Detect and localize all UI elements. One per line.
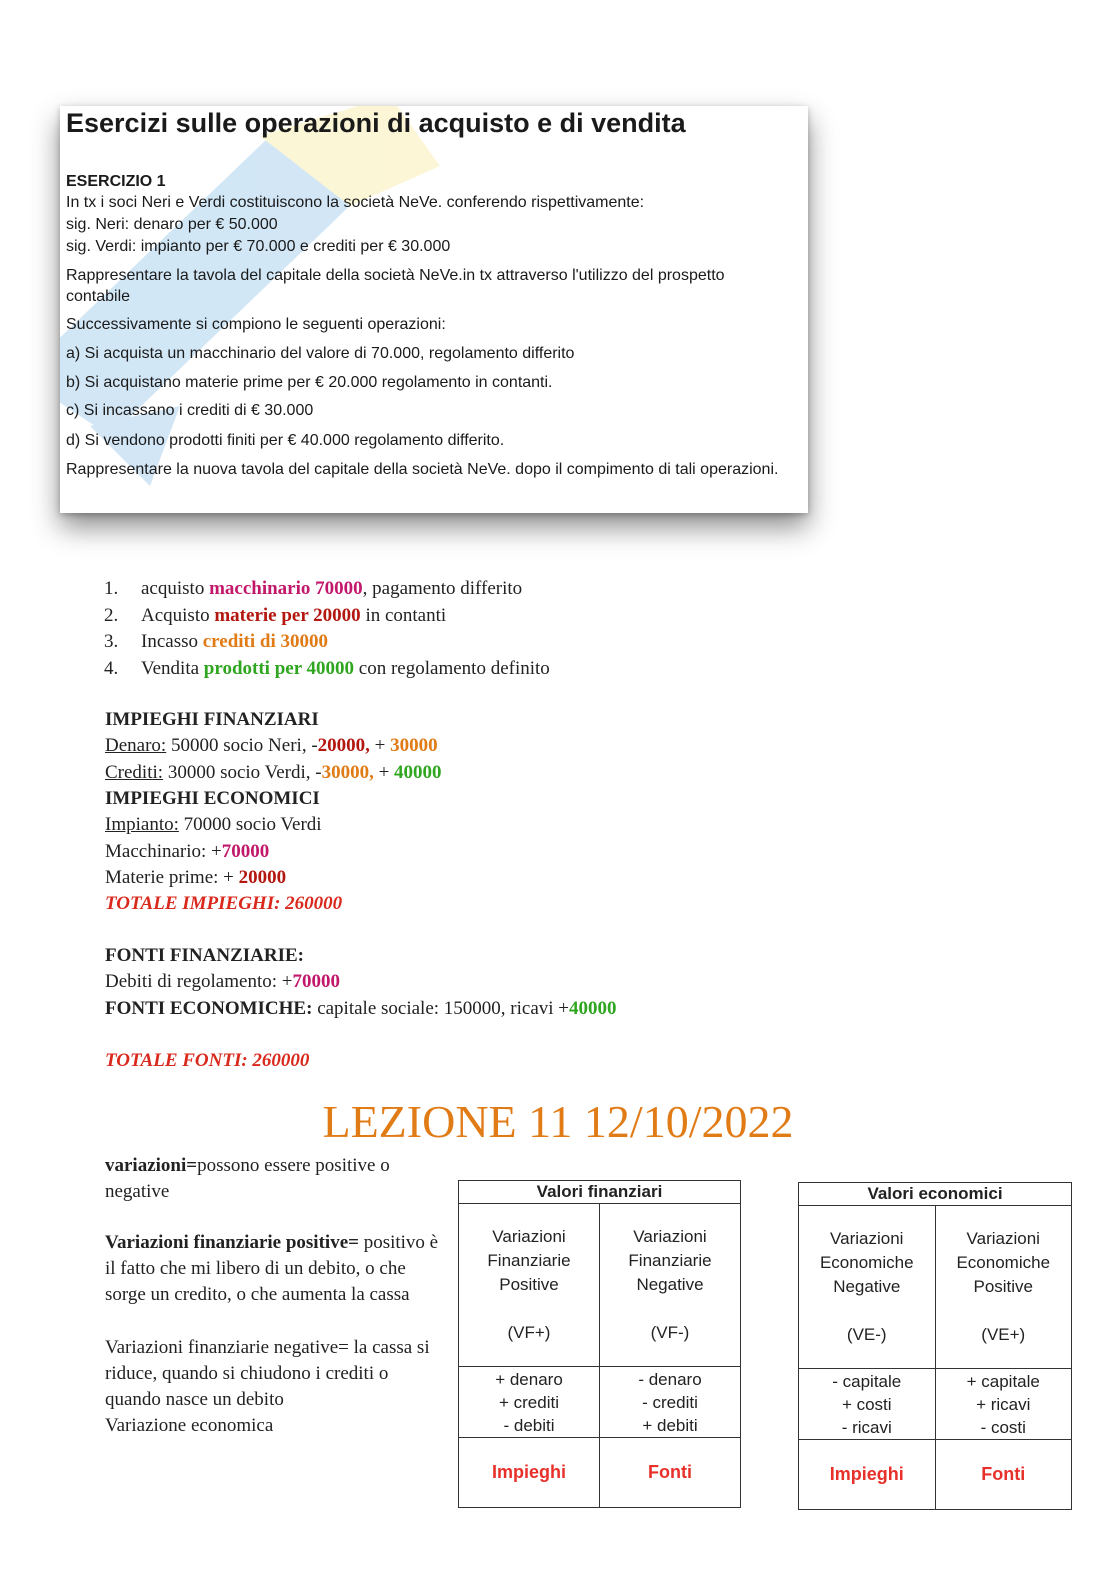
ve-positive-label: Variazioni Economiche Positive (VE+) bbox=[935, 1206, 1072, 1369]
exercise-subtitle: ESERCIZIO 1 bbox=[66, 173, 166, 190]
variazione-economica: Variazione economica bbox=[105, 1415, 274, 1436]
fonti-finanziarie-heading: FONTI FINANZIARIE: bbox=[105, 945, 304, 966]
exercise-verdi: sig. Verdi: impianto per € 70.000 e crediti per € 30.000 bbox=[66, 238, 451, 255]
impianto-line: Impianto: 70000 socio Verdi bbox=[105, 814, 322, 835]
ve-negative-items: - capitale + costi - ricavi bbox=[799, 1369, 936, 1440]
exercise-title: Esercizi sulle operazioni di acquisto e di vendita bbox=[66, 108, 686, 138]
impieghi-finanziari-heading: IMPIEGHI FINANZIARI bbox=[105, 709, 319, 730]
operations-list bbox=[104, 576, 550, 682]
list-item: 1. acquisto macchinario 70000, pagamento differito bbox=[104, 578, 523, 599]
vf-positive-label: Variazioni Finanziarie Positive (VF+) bbox=[459, 1204, 600, 1367]
crediti-line: Crediti: 30000 socio Verdi, -30000, + 40000 bbox=[105, 762, 442, 783]
exercise-final: Rappresentare la nuova tavola del capitale della società NeVe. dopo il compimento di tali operazioni. bbox=[66, 461, 779, 478]
exercise-op-a: a) Si acquista un macchinario del valore di 70.000, regolamento differito bbox=[66, 345, 575, 362]
macchinario-line: Macchinario: +70000 bbox=[105, 841, 270, 862]
vf-positive-foot: Impieghi bbox=[459, 1438, 600, 1508]
table-header: Valori finanziari bbox=[459, 1181, 741, 1204]
exercise-op-b: b) Si acquistano materie prime per € 20.000 regolamento in contanti. bbox=[66, 374, 553, 391]
ve-positive-foot: Fonti bbox=[935, 1440, 1072, 1510]
table-header: Valori economici bbox=[799, 1183, 1072, 1206]
exercise-intro: In tx i soci Neri e Verdi costituiscono la società NeVe. conferendo rispettivamente: bbox=[66, 194, 645, 211]
watermark-logo bbox=[60, 106, 808, 513]
denaro-line: Denaro: 50000 socio Neri, -20000, + 30000 bbox=[105, 735, 438, 756]
totale-impieghi: TOTALE IMPIEGHI: 260000 bbox=[105, 893, 343, 914]
exercise-op-d: d) Si vendono prodotti finiti per € 40.000 regolamento differito. bbox=[66, 432, 505, 449]
variazioni-finanziarie-negative: Variazioni finanziarie negative= la cassa si riduce, quando si chiudono i crediti o quando nasce un debito bbox=[105, 1337, 430, 1410]
fonti-economiche-line: FONTI ECONOMICHE: capitale sociale: 150000, ricavi +40000 bbox=[105, 998, 617, 1019]
variazioni-finanziarie-positive: Variazioni finanziarie positive= positivo è il fatto che mi libero di un debito, o che sorge un credito, o che aumenta la cassa bbox=[105, 1232, 439, 1305]
lesson-heading: LEZIONE 11 12/10/2022 bbox=[322, 1096, 794, 1147]
debiti-line: Debiti di regolamento: +70000 bbox=[105, 971, 340, 992]
exercise-represent: Rappresentare la tavola del capitale della società NeVe.in tx attraverso l'utilizzo del prospetto contabile bbox=[66, 267, 725, 305]
vf-positive-items: + denaro + crediti - debiti bbox=[459, 1367, 600, 1438]
valori-economici-table bbox=[798, 1182, 1072, 1510]
exercise-successively: Successivamente si compiono le seguenti operazioni: bbox=[66, 316, 446, 333]
ve-positive-items: + capitale + ricavi - costi bbox=[935, 1369, 1072, 1440]
valori-finanziari-table bbox=[458, 1180, 741, 1508]
totale-fonti: TOTALE FONTI: 260000 bbox=[105, 1050, 310, 1071]
ve-negative-foot: Impieghi bbox=[799, 1440, 936, 1510]
impieghi-economici-heading: IMPIEGHI ECONOMICI bbox=[105, 788, 320, 809]
list-item: 4. Vendita prodotti per 40000 con regolamento definito bbox=[104, 657, 550, 679]
exercise-op-c: c) Si incassano i crediti di € 30.000 bbox=[66, 402, 314, 419]
vf-negative-foot: Fonti bbox=[600, 1438, 741, 1508]
list-item: 3. Incasso crediti di 30000 bbox=[104, 631, 328, 652]
ve-negative-label: Variazioni Economiche Negative (VE-) bbox=[799, 1206, 936, 1369]
vf-negative-label: Variazioni Finanziarie Negative (VF-) bbox=[600, 1204, 741, 1367]
list-item: 2. Acquisto materie per 20000 in contanti bbox=[104, 604, 447, 626]
vf-negative-items: - denaro - crediti + debiti bbox=[600, 1367, 741, 1438]
exercise-neri: sig. Neri: denaro per € 50.000 bbox=[66, 216, 278, 233]
materie-line: Materie prime: + 20000 bbox=[105, 867, 287, 888]
variazioni-definition: variazioni=possono essere positive o negative bbox=[105, 1155, 390, 1202]
exercise-screenshot bbox=[60, 106, 808, 513]
